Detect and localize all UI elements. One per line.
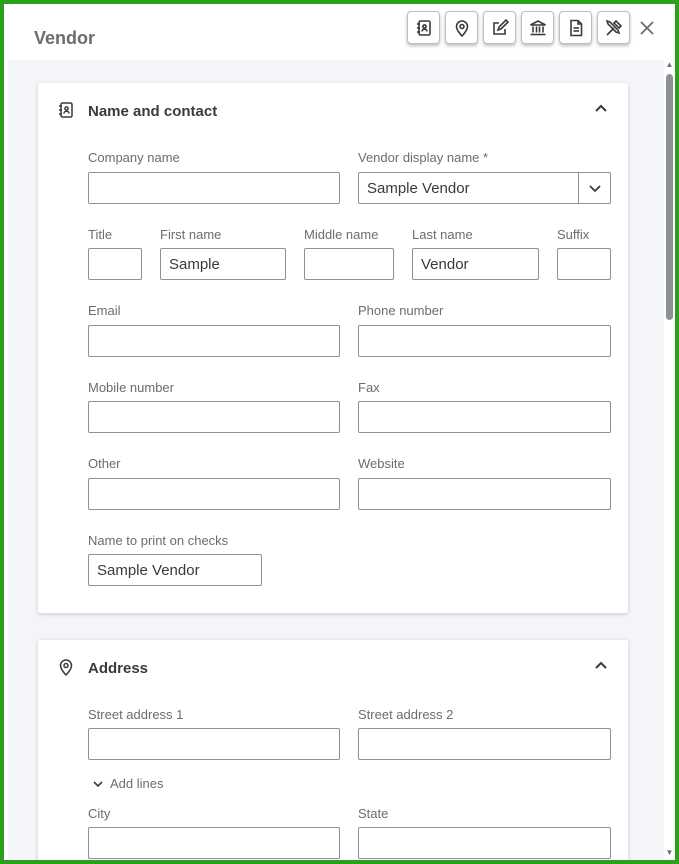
other-label: Other bbox=[88, 456, 121, 471]
section-title: Name and contact bbox=[88, 103, 218, 120]
website-input[interactable] bbox=[358, 478, 611, 510]
bank-button[interactable] bbox=[521, 11, 554, 44]
suffix-input[interactable] bbox=[557, 248, 611, 280]
document-icon bbox=[566, 18, 586, 38]
company-name-input[interactable] bbox=[88, 172, 340, 204]
mobile-label: Mobile number bbox=[88, 380, 174, 395]
first-name-input[interactable]: Sample bbox=[160, 248, 286, 280]
bank-icon bbox=[528, 18, 548, 38]
edit-note-icon bbox=[490, 18, 510, 38]
address-section bbox=[38, 640, 628, 864]
close-icon bbox=[639, 20, 655, 36]
street1-label: Street address 1 bbox=[88, 707, 184, 722]
documents-button[interactable] bbox=[559, 11, 592, 44]
suffix-label: Suffix bbox=[557, 227, 590, 242]
vendor-display-name-dropdown-button[interactable] bbox=[578, 173, 610, 203]
vendor-display-name-combobox[interactable] bbox=[358, 172, 611, 204]
page-title: Vendor bbox=[34, 28, 96, 48]
fax-label: Fax bbox=[358, 380, 380, 395]
chevron-down-icon bbox=[92, 778, 104, 790]
location-pin-icon bbox=[56, 657, 76, 677]
phone-label: Phone number bbox=[358, 303, 444, 318]
last-name-input[interactable]: Vendor bbox=[412, 248, 539, 280]
city-label: City bbox=[88, 806, 111, 821]
scrollbar-thumb[interactable] bbox=[666, 74, 673, 320]
tools-icon bbox=[604, 18, 624, 38]
street2-input[interactable] bbox=[358, 728, 611, 760]
tools-button[interactable] bbox=[597, 11, 630, 44]
chevron-down-icon bbox=[587, 180, 603, 196]
add-lines-button[interactable] bbox=[92, 776, 163, 791]
chevron-up-icon[interactable] bbox=[592, 99, 610, 117]
title-input[interactable] bbox=[88, 248, 142, 280]
notes-button[interactable] bbox=[483, 11, 516, 44]
print-on-checks-input[interactable]: Sample Vendor bbox=[88, 554, 262, 586]
other-input[interactable] bbox=[88, 478, 340, 510]
last-name-label: Last name bbox=[412, 227, 473, 242]
section-title: Address bbox=[88, 660, 149, 677]
title-label: Title bbox=[88, 227, 113, 242]
first-name-label: First name bbox=[160, 227, 222, 242]
toolbar bbox=[407, 11, 630, 44]
add-lines-label: Add lines bbox=[110, 776, 164, 791]
contact-book-button[interactable] bbox=[407, 11, 440, 44]
address-button[interactable] bbox=[445, 11, 478, 44]
company-name-label: Company name bbox=[88, 150, 180, 165]
state-label: State bbox=[358, 806, 389, 821]
name-contact-section bbox=[38, 83, 628, 613]
state-input[interactable] bbox=[358, 827, 611, 859]
street2-label: Street address 2 bbox=[358, 707, 454, 722]
email-label: Email bbox=[88, 303, 121, 318]
chevron-up-icon[interactable] bbox=[592, 656, 610, 674]
mobile-input[interactable] bbox=[88, 401, 340, 433]
contact-book-icon bbox=[56, 100, 76, 120]
vendor-display-name-value: Sample Vendor bbox=[367, 179, 470, 197]
city-input[interactable] bbox=[88, 827, 340, 859]
vendor-display-name-label: Vendor display name * bbox=[358, 150, 489, 165]
email-input[interactable] bbox=[88, 325, 340, 357]
print-on-checks-label: Name to print on checks bbox=[88, 533, 229, 548]
scroll-up-arrow-icon[interactable]: ▲ bbox=[665, 60, 674, 69]
scroll-down-arrow-icon[interactable]: ▼ bbox=[665, 848, 674, 857]
street1-input[interactable] bbox=[88, 728, 340, 760]
website-label: Website bbox=[358, 456, 405, 471]
close-button[interactable] bbox=[636, 17, 658, 39]
fax-input[interactable] bbox=[358, 401, 611, 433]
location-pin-icon bbox=[452, 18, 472, 38]
middle-name-input[interactable] bbox=[304, 248, 394, 280]
phone-input[interactable] bbox=[358, 325, 611, 357]
middle-name-label: Middle name bbox=[304, 227, 379, 242]
contact-book-icon bbox=[414, 18, 434, 38]
